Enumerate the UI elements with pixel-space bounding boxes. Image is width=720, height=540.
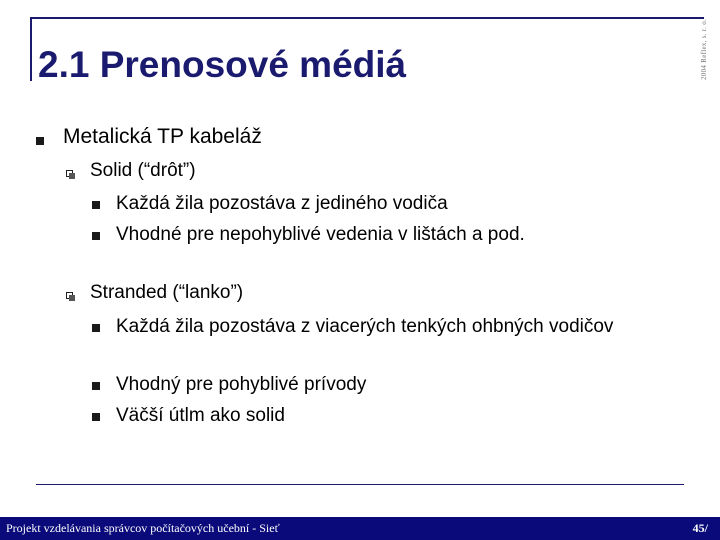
main-bullet-text: Metalická TP kabeláž — [63, 125, 262, 148]
solid-heading: Solid (“drôt”) — [90, 160, 196, 181]
top-rule — [30, 17, 704, 19]
filled-square-bullet-icon — [92, 232, 100, 240]
filled-square-bullet-icon — [92, 413, 100, 421]
stranded-item-3: Väčší útlm ako solid — [116, 405, 285, 426]
filled-square-bullet-icon — [92, 324, 100, 332]
hollow-square-bullet-icon — [66, 292, 73, 299]
page-number: 45/ — [692, 521, 708, 535]
footer-text: Projekt vzdelávania správcov počítačových učební - Sieť — [6, 521, 280, 535]
solid-item-2: Vhodné pre nepohyblivé vedenia v lištách a pod. — [116, 224, 525, 245]
filled-square-bullet-icon — [92, 201, 100, 209]
left-rule — [30, 17, 32, 81]
filled-square-bullet-icon — [92, 382, 100, 390]
filled-square-bullet-icon — [36, 137, 44, 145]
stranded-item-1: Každá žila pozostáva z viacerých tenkých ohbných vodičov — [116, 316, 614, 337]
stranded-heading: Stranded (“lanko”) — [90, 282, 244, 303]
footer-bar — [0, 517, 720, 540]
hollow-square-bullet-icon — [66, 170, 73, 177]
bottom-rule — [36, 484, 684, 485]
stranded-item-2: Vhodný pre pohyblivé prívody — [116, 374, 367, 395]
slide-title: 2.1 Prenosové médiá — [38, 44, 407, 85]
solid-item-1: Každá žila pozostáva z jediného vodiča — [116, 193, 448, 214]
vertical-copyright-text: 2004 Reflex, s. r. o. — [700, 18, 708, 80]
